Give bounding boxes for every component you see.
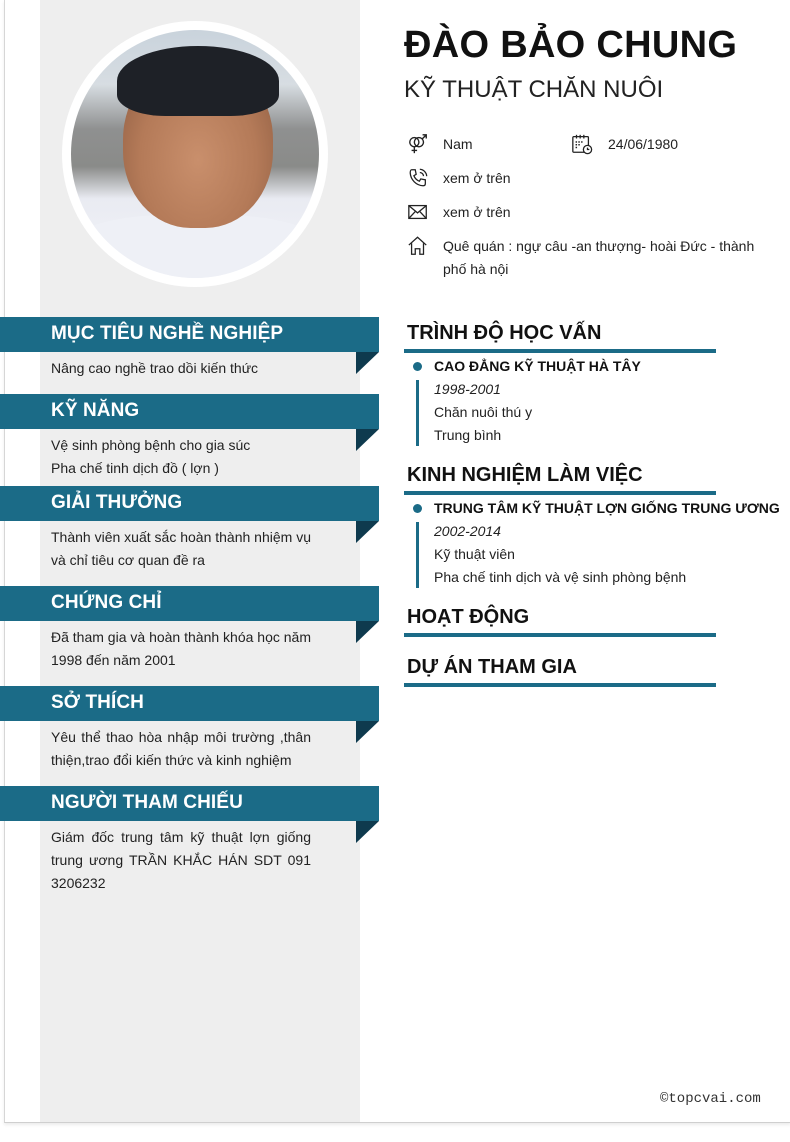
section-title: GIẢI THƯỞNG [51, 492, 183, 513]
education-grade: Trung bình [434, 427, 502, 443]
skills-text [51, 434, 311, 480]
section-header-hobbies [0, 686, 379, 721]
birthday-value: 24/06/1980 [608, 136, 679, 152]
awards-text [51, 526, 311, 572]
education-title: TRÌNH ĐỘ HỌC VẤN [407, 322, 602, 344]
school-name: CAO ĐẲNG KỸ THUẬT HÀ TÂY [434, 358, 641, 374]
gender-value: Nam [443, 136, 473, 152]
ribbon-fold [356, 821, 379, 843]
section-title: NGƯỜI THAM CHIẾU [51, 792, 243, 813]
candidate-name: ĐÀO BẢO CHUNG [404, 24, 738, 66]
section-underline [404, 633, 716, 637]
section-underline [404, 491, 716, 495]
education-period: 1998-2001 [434, 381, 501, 397]
ribbon-fold [356, 429, 379, 451]
certificates-text [51, 626, 311, 672]
avatar [71, 30, 319, 278]
section-title: MỤC TIÊU NGHỀ NGHIỆP [51, 323, 284, 344]
section-underline [404, 683, 716, 687]
projects-title: DỰ ÁN THAM GIA [407, 656, 577, 678]
section-title: SỞ THÍCH [51, 692, 145, 713]
experience-title: KINH NGHIỆM LÀM VIỆC [407, 464, 643, 486]
ribbon-fold [356, 621, 379, 643]
timeline-dot [413, 362, 422, 371]
experience-period: 2002-2014 [434, 523, 501, 539]
skill-item: Vệ sinh phòng bệnh cho gia súc [51, 437, 251, 453]
section-header-awards [0, 486, 379, 521]
section-underline [404, 349, 716, 353]
career-objective-text [51, 357, 311, 380]
mail-icon [407, 201, 429, 223]
text-line: Nâng cao nghề trao dồi kiến thức [51, 360, 259, 376]
section-title: KỸ NĂNG [51, 400, 140, 421]
calendar-icon [571, 133, 593, 155]
home-icon [407, 235, 429, 257]
watermark: ©topcvai.com [660, 1091, 761, 1107]
section-header-skills [0, 394, 379, 429]
education-major: Chăn nuôi thú y [434, 404, 533, 420]
phone-icon [407, 167, 429, 189]
text-line: Thành viên xuất sắc hoàn thành nhiệm vụ và chỉ tiêu cơ quan đề ra [51, 529, 311, 568]
references-text [51, 826, 311, 895]
ribbon-fold [356, 721, 379, 743]
company-name: TRUNG TÂM KỸ THUẬT LỢN GIỐNG TRUNG ƯƠNG [434, 500, 780, 516]
text-line: Đã tham gia và hoàn thành khóa học năm 1998 đến năm 2001 [51, 629, 311, 668]
job-title: KỸ THUẬT CHĂN NUÔI [404, 76, 664, 103]
address-value: Quê quán : ngự câu -an thượng- hoài Đức - thành phố hà nội [443, 238, 755, 277]
text-line: Giám đốc trung tâm kỹ thuật lợn giống trung ương TRẦN KHẮC HÁN SDT 091 3206232 [51, 829, 311, 891]
skill-item: Pha chế tinh dịch đồ ( lợn ) [51, 460, 219, 476]
section-header-certificates [0, 586, 379, 621]
timeline-line [416, 380, 419, 446]
ribbon-fold [356, 521, 379, 543]
hobbies-text [51, 726, 311, 772]
phone-value: xem ở trên [443, 170, 511, 186]
section-header-references [0, 786, 379, 821]
gender-icon [407, 133, 429, 155]
activities-title: HOẠT ĐỘNG [407, 606, 530, 628]
section-title: CHỨNG CHỈ [51, 592, 162, 613]
experience-description: Pha chế tinh dịch và vệ sinh phòng bệnh [434, 569, 687, 585]
text-line: Yêu thể thao hòa nhập môi trường ,thân thiện,trao đổi kiến thức và kinh nghiệm [51, 729, 311, 768]
experience-position: Kỹ thuật viên [434, 546, 515, 562]
section-header-career-objective [0, 317, 379, 352]
ribbon-fold [356, 352, 379, 374]
avatar-frame [62, 21, 328, 287]
timeline-dot [413, 504, 422, 513]
avatar-hair [117, 46, 279, 116]
email-value: xem ở trên [443, 204, 511, 220]
timeline-line [416, 522, 419, 588]
